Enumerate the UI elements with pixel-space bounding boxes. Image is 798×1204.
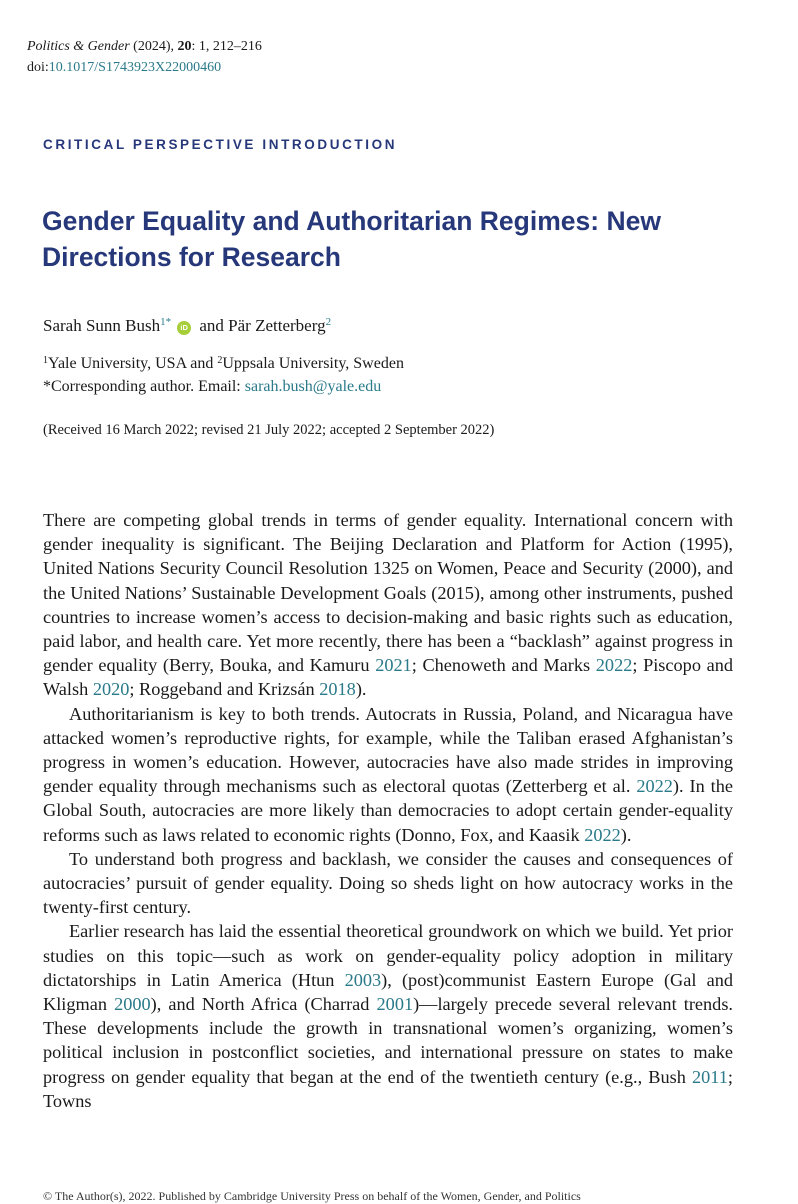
text-span: ; Roggeband and Krizsán bbox=[129, 679, 320, 700]
section-label: CRITICAL PERSPECTIVE INTRODUCTION bbox=[43, 137, 398, 152]
author-2-superscript[interactable]: 2 bbox=[325, 316, 332, 328]
paragraph-4 bbox=[43, 919, 733, 1113]
journal-line bbox=[27, 36, 262, 57]
affil-sup-1: 1 bbox=[43, 355, 48, 366]
copyright-footer: © The Author(s), 2022. Published by Cambridge University Press on behalf of the Women, Gender, and Politics bbox=[43, 1189, 581, 1203]
text-span: )—largely precede several relevant trends. These developments include the growth in transnational women’s organizing, women’s political inclusion in postconflict societies, and international pressure on states to make progress on gender equality that began at the end of the twentieth century (e.g., Bush bbox=[43, 994, 734, 1087]
text-span: ; Towns bbox=[43, 1066, 733, 1111]
article-body bbox=[43, 508, 733, 1113]
corresponding-label: *Corresponding author. Email: bbox=[43, 378, 245, 395]
citation-link[interactable]: 2021 bbox=[375, 655, 412, 676]
citation-link[interactable]: 2022 bbox=[636, 776, 673, 797]
affil-inst-2: Uppsala University, Sweden bbox=[222, 355, 404, 372]
affiliation-line bbox=[43, 349, 404, 375]
citation-link[interactable]: 2020 bbox=[92, 679, 130, 700]
author-line bbox=[43, 310, 331, 338]
text-span: ; Piscopo and Walsh bbox=[43, 655, 734, 700]
doi-prefix: doi: bbox=[27, 60, 49, 75]
citation-link[interactable]: 2018 bbox=[319, 679, 356, 700]
text-span: Earlier research has laid the essential theoretical groundwork on which we build. Yet prior studies on this topic—such as work on gender-equality policy adoption in military dictatorships in Latin America (Htun bbox=[43, 921, 733, 990]
journal-name: Politics & Gender bbox=[27, 39, 130, 54]
orcid-icon[interactable]: iD bbox=[177, 321, 191, 335]
text-span: ; Chenoweth and Marks bbox=[411, 655, 596, 676]
text-span: ), and North Africa (Charrad bbox=[150, 994, 377, 1015]
citation-link[interactable]: 2001 bbox=[376, 994, 414, 1015]
corresponding-line bbox=[43, 375, 404, 398]
citation-link[interactable]: 2022 bbox=[584, 824, 621, 845]
affil-inst-1: Yale University, USA and bbox=[48, 355, 218, 372]
citation-link[interactable]: 2022 bbox=[595, 655, 633, 676]
author-1-superscript[interactable]: 1* bbox=[160, 316, 172, 328]
paragraph-2 bbox=[43, 702, 733, 847]
doi-line bbox=[27, 57, 262, 78]
text-span: ). In the Global South, autocracies are more likely than democracies to adopt certain gender-equality reforms such as laws related to economic rights (Donno, Fox, and Kaasik bbox=[43, 776, 733, 845]
author-1-name: Sarah Sunn Bush bbox=[43, 316, 161, 335]
text-span: Authoritarianism is key to both trends. Autocrats in Russia, Poland, and Nicaragua have attacked women’s reproductive rights, for example, while the Taliban erased Afghanistan’s progress in women’s education. However, autocracies have also made strides in improving gender equality through mechanisms such as electoral quotas (Zetterberg et al. bbox=[43, 703, 733, 797]
journal-issue-pages: : 1, 212–216 bbox=[191, 39, 262, 54]
affiliations bbox=[43, 349, 404, 398]
affil-sup-2: 2 bbox=[217, 355, 223, 366]
text-span: There are competing global trends in terms of gender equality. International concern with gender inequality is significant. The Beijing Declaration and Platform for Action (1995), United Nations Security Council Resolution 1325 on Women, Peace and Security (2000), and the United Nations’ Sustainable Development Goals (2015), among other instruments, pushed countries to increase women’s access to decision-making and basic rights such as education, paid labor, and health care. Yet more recently, there has been a “backlash” against progress in gender equality (Berry, Bouka, and Kamuru bbox=[43, 510, 733, 676]
journal-volume: 20 bbox=[177, 39, 192, 54]
citation-link[interactable]: 2003 bbox=[344, 969, 382, 990]
citation-link[interactable]: 2000 bbox=[114, 994, 151, 1015]
text-span: ). bbox=[355, 679, 367, 700]
article-title: Gender Equality and Authoritarian Regimes: New Directions for Research bbox=[42, 206, 661, 272]
journal-year: (2024), bbox=[133, 39, 174, 54]
received-dates: (Received 16 March 2022; revised 21 July 2022; accepted 2 September 2022) bbox=[43, 422, 495, 438]
email-link[interactable]: sarah.bush@yale.edu bbox=[244, 378, 382, 395]
paragraph-3: To understand both progress and backlash, we consider the causes and consequences of autocracies’ pursuit of gender equality. Doing so sheds light on how autocracy works in the twenty-first century. bbox=[43, 848, 733, 918]
doi-link[interactable]: 10.1017/S1743923X22000460 bbox=[48, 60, 222, 75]
citation-link[interactable]: 2011 bbox=[692, 1066, 728, 1087]
journal-citation bbox=[27, 36, 262, 78]
text-span: ). bbox=[620, 824, 632, 845]
author-connector-and-name: and Pär Zetterberg bbox=[195, 316, 326, 335]
text-span: ), (post)communist Eastern Europe (Gal and Kligman bbox=[43, 969, 733, 1015]
paragraph-1 bbox=[43, 508, 733, 702]
